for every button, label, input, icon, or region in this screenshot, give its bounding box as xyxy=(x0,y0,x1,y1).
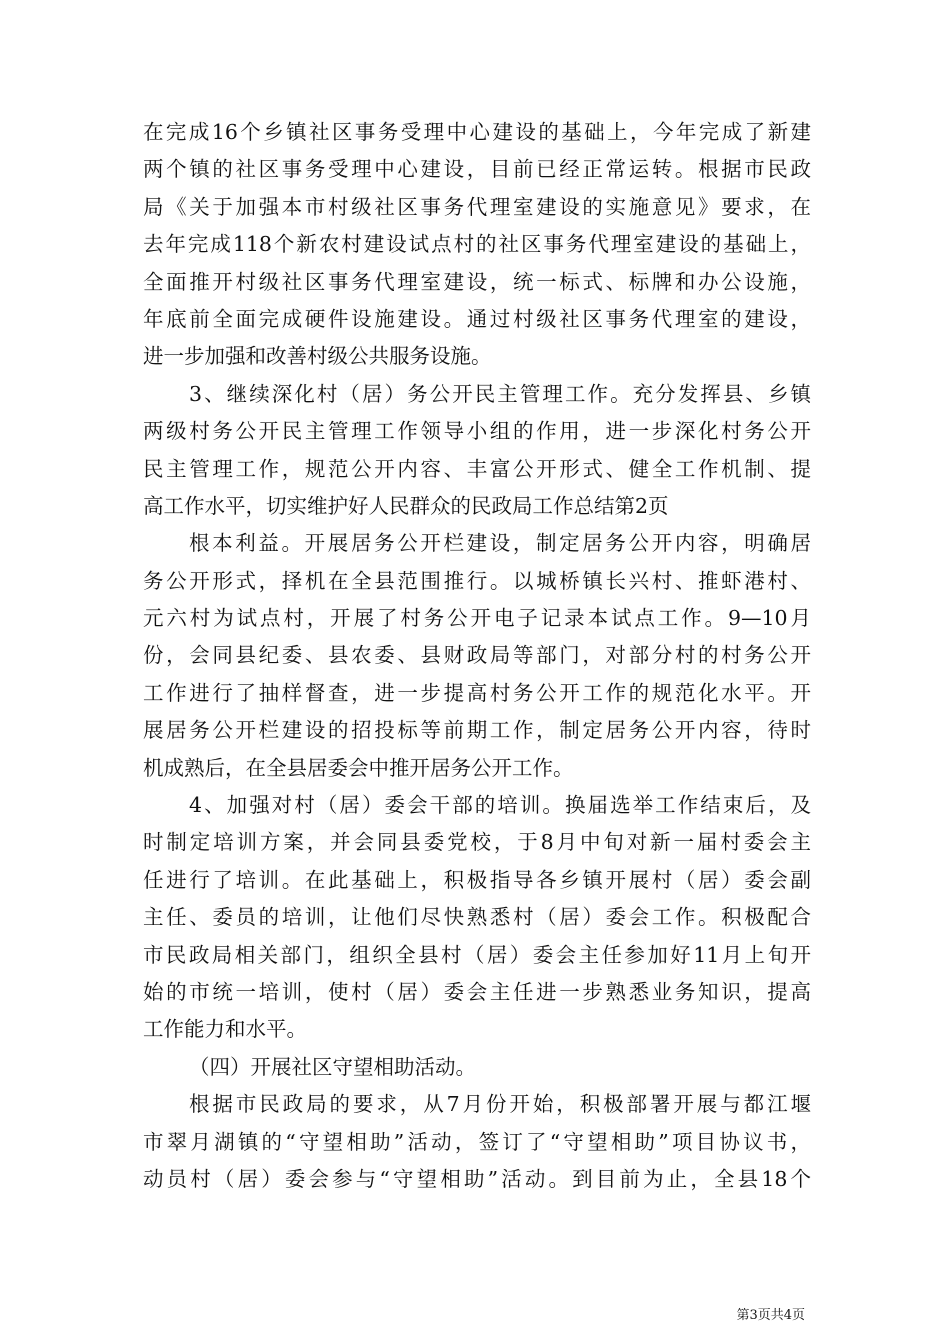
text-line: 根本利益。开展居务公开栏建设，制定居务公开内容，明确居 xyxy=(189,531,811,556)
text-line: 民主管理工作，规范公开内容、丰富公开形式、健全工作机制、提 xyxy=(143,456,811,481)
text-line: 展居务公开栏建设的招投标等前期工作，制定居务公开内容，待时 xyxy=(143,718,811,743)
document-body xyxy=(143,114,811,1198)
text-line: 动员村（居）委会参与“守望相助”活动。到目前为止，全县18个 xyxy=(143,1166,811,1191)
paragraph-heading-4: 4、加强对村（居）委会干部的培训。换届选举工作结束后，及 xyxy=(189,793,811,818)
text-line: 时制定培训方案，并会同县委党校，于8月中旬对新一届村委会主 xyxy=(143,830,811,855)
text-line: 根据市民政局的要求，从7月份开始，积极部署开展与都江堰 xyxy=(189,1092,811,1117)
text-line: 去年完成118个新农村建设试点村的社区事务代理室建设的基础上， xyxy=(143,232,811,257)
section-heading: （四）开展社区守望相助活动。 xyxy=(189,1054,476,1079)
text-line: 机成熟后，在全县居委会中推开居务公开工作。 xyxy=(143,755,574,780)
text-line: 两级村务公开民主管理工作领导小组的作用，进一步深化村务公开 xyxy=(143,419,811,444)
text-line: 工作能力和水平。 xyxy=(143,1017,307,1042)
text-line: 进一步加强和改善村级公共服务设施。 xyxy=(143,344,492,369)
text-line: 任进行了培训。在此基础上，积极指导各乡镇开展村（居）委会副 xyxy=(143,867,811,892)
text-line: 市民政局相关部门，组织全县村（居）委会主任参加好11月上旬开 xyxy=(143,942,811,967)
text-line: 份，会同县纪委、县农委、县财政局等部门，对部分村的村务公开 xyxy=(143,643,811,668)
text-line: 年底前全面完成硬件设施建设。通过村级社区事务代理室的建设， xyxy=(143,306,811,331)
page-number: 第3页共4页 xyxy=(736,1308,805,1323)
text-line: 工作进行了抽样督查，进一步提高村务公开工作的规范化水平。开 xyxy=(143,680,811,705)
text-line: 元六村为试点村，开展了村务公开电子记录本试点工作。9—10月 xyxy=(143,606,811,631)
text-line: 局《关于加强本市村级社区事务代理室建设的实施意见》要求，在 xyxy=(143,194,811,219)
text-line: 主任、委员的培训，让他们尽快熟悉村（居）委会工作。积极配合 xyxy=(143,905,811,930)
text-line: 市翠月湖镇的“守望相助”活动，签订了“守望相助”项目协议书， xyxy=(143,1129,811,1154)
text-line: 全面推开村级社区事务代理室建设，统一标式、标牌和办公设施， xyxy=(143,269,811,294)
text-line: 务公开形式，择机在全县范围推行。以城桥镇长兴村、推虾港村、 xyxy=(143,568,811,593)
text-line: 在完成16个乡镇社区事务受理中心建设的基础上，今年完成了新建 xyxy=(143,120,811,144)
text-line: 始的市统一培训，使村（居）委会主任进一步熟悉业务知识，提高 xyxy=(143,979,811,1004)
text-line: 两个镇的社区事务受理中心建设，目前已经正常运转。根据市民政 xyxy=(143,157,811,182)
paragraph-heading-3: 3、继续深化村（居）务公开民主管理工作。充分发挥县、乡镇 xyxy=(189,381,811,406)
text-line: 高工作水平，切实维护好人民群众的民政局工作总结第2页 xyxy=(143,493,669,518)
